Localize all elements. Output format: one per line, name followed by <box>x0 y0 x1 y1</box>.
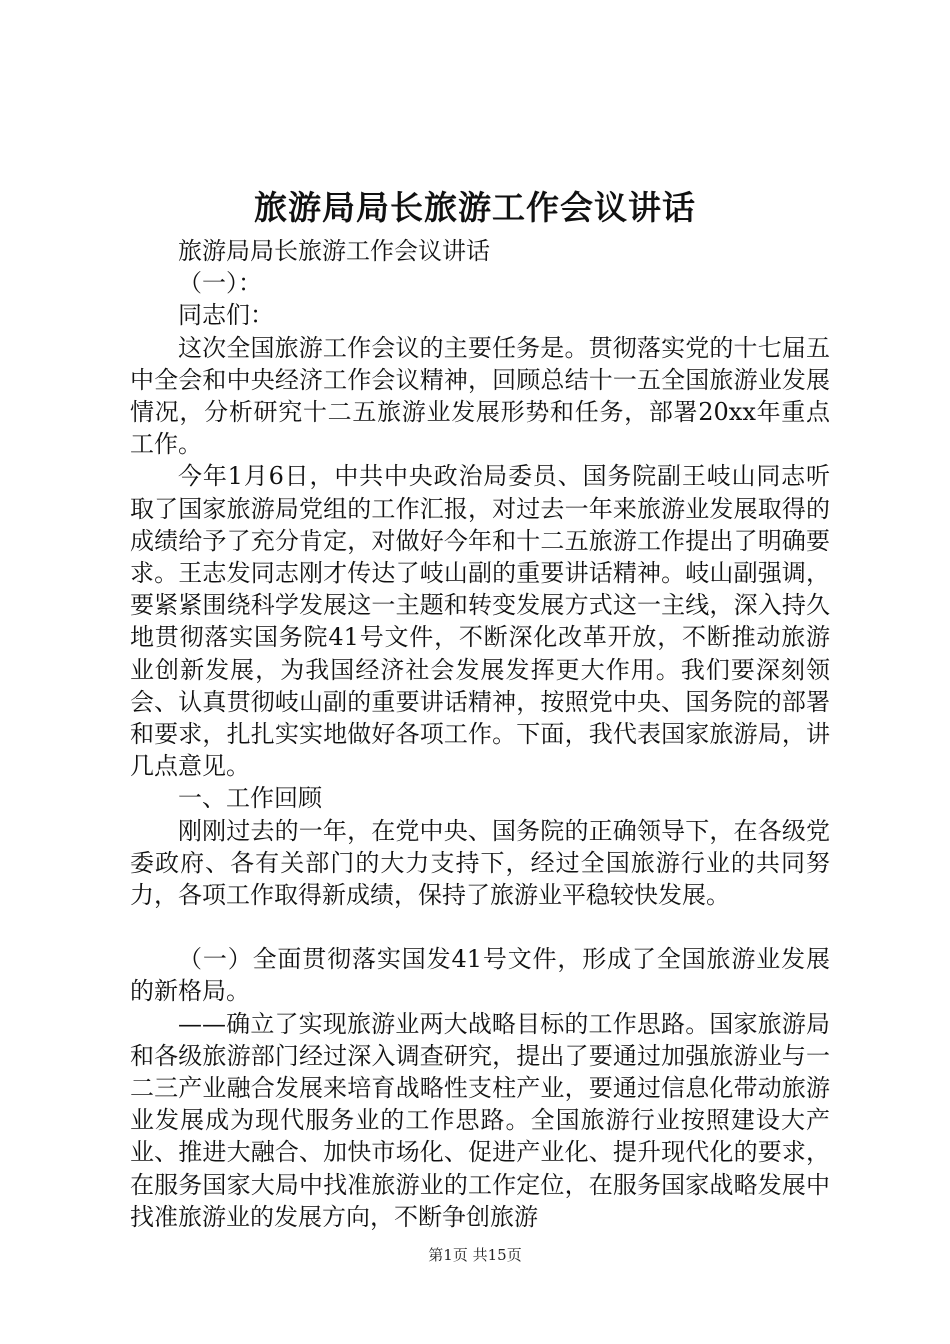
document-body <box>130 235 830 1233</box>
section-heading: 一、工作回顾 <box>178 784 322 813</box>
body-paragraph: 这次全国旅游工作会议的主要任务是。贯彻落实党的十七届五中全会和中央经济工作会议精神，回顾总结十一五全国旅游业发展情况，分析研究十二五旅游业发展形势和任务，部署20xx年重点工作。 <box>130 333 830 459</box>
subsection-heading: （一）全面贯彻落实国发41号文件，形成了全国旅游业发展的新格局。 <box>130 945 830 1006</box>
salutation-paragraph: 同志们： <box>178 301 274 330</box>
section-marker-paragraph: （一）： <box>178 269 262 298</box>
subtitle-paragraph: 旅游局局长旅游工作会议讲话 <box>178 237 490 265</box>
body-paragraph: ——确立了实现旅游业两大战略目标的工作思路。国家旅游局和各级旅游部门经过深入调查研究，提出了要通过加强旅游业与一二三产业融合发展来培育战略性支柱产业，要通过信息化带动旅游业发展成为现代服务业的工作思路。全国旅游行业按照建设大产业、推进大融合、加快市场化、促进产业化、提升现代化的要求，在服务国家大局中找准旅游业的工作定位，在服务国家战略发展中找准旅游业的发展方向，不断争创旅游 <box>130 1009 830 1231</box>
page-footer: 第1页 共15页 <box>428 1246 522 1264</box>
document-title: 旅游局局长旅游工作会议讲话 <box>254 188 696 227</box>
body-paragraph: 今年1月6日，中共中央政治局委员、国务院副王岐山同志听取了国家旅游局党组的工作汇报，对过去一年来旅游业发展取得的成绩给予了充分肯定，对做好今年和十二五旅游工作提出了明确要求。王志发同志刚才传达了岐山副的重要讲话精神。岐山副强调，要紧紧围绕科学发展这一主题和转变发展方式这一主线，深入持久地贯彻落实国务院41号文件，不断深化改革开放，不断推动旅游业创新发展，为我国经济社会发展发挥更大作用。我们要深刻领会、认真贯彻岐山副的重要讲话精神，按照党中央、国务院的部署和要求，扎扎实实地做好各项工作。下面，我代表国家旅游局，讲几点意见。 <box>130 462 830 781</box>
body-paragraph: 刚刚过去的一年，在党中央、国务院的正确领导下，在各级党委政府、各有关部门的大力支持下，经过全国旅游行业的共同努力，各项工作取得新成绩，保持了旅游业平稳较快发展。 <box>130 816 830 910</box>
